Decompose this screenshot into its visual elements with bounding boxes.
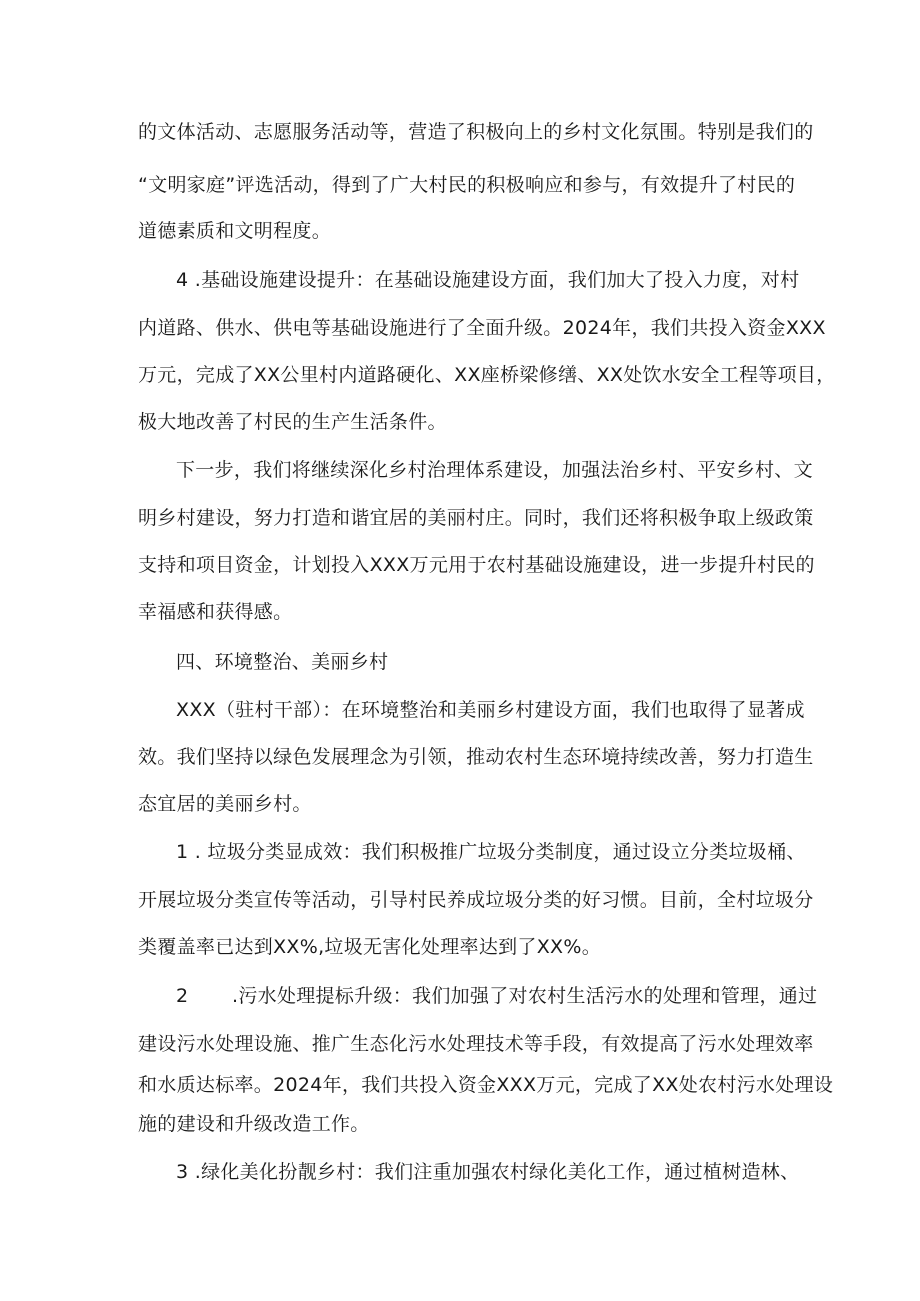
text-line: 的文体活动、志愿服务活动等，营造了积极向上的乡村文化氛围。特别是我们的: [138, 121, 814, 143]
text-line: 效。我们坚持以绿色发展理念为引领，推动农村生态环境持续改善，努力打造生: [138, 746, 814, 768]
paragraph-start: XXX（驻村干部）：在环境整治和美丽乡村建设方面，我们也取得了显著成: [176, 699, 805, 721]
text-line: 万元，完成了XX公里村内道路硬化、XX座桥梁修缮、XX处饮水安全工程等项目，: [138, 364, 836, 386]
text-line: 内道路、供水、供电等基础设施进行了全面升级。2024年，我们共投入资金XXX: [138, 317, 826, 339]
list-item-heading: .污水处理提标升级：我们加强了对农村生活污水的处理和管理，通过: [232, 985, 818, 1007]
list-item-heading: 4 .基础设施建设提升：在基础设施建设方面，我们加大了投入力度，对村: [176, 269, 800, 291]
text-line: 态宜居的美丽乡村。: [138, 793, 312, 815]
text-line: 开展垃圾分类宣传等活动，引导村民养成垃圾分类的好习惯。目前，全村垃圾分: [138, 889, 814, 911]
text-line: 极大地改善了村民的生产生活条件。: [138, 411, 447, 433]
list-item-number: 2: [176, 985, 189, 1007]
text-line: 类覆盖率已达到XX%,垃圾无害化处理率达到了XX%。: [138, 936, 602, 958]
section-heading: 四、环境整治、美丽乡村: [176, 651, 389, 673]
text-line: 明乡村建设，努力打造和谐宜居的美丽村庄。同时，我们还将积极争取上级政策: [138, 507, 814, 529]
text-line: 道德素质和文明程度。: [138, 220, 332, 242]
text-line: 幸福感和获得感。: [138, 601, 293, 623]
text-line: 建设污水处理设施、推广生态化污水处理技术等手段，有效提高了污水处理效率: [138, 1033, 814, 1055]
list-item-heading: 3 .绿化美化扮靓乡村：我们注重加强农村绿化美化工作，通过植树造林、: [176, 1161, 800, 1183]
text-line: 施的建设和升级改造工作。: [138, 1113, 370, 1135]
text-line: “文明家庭”评选活动，得到了广大村民的积极响应和参与，有效提升了村民的: [138, 174, 796, 196]
text-line: 和水质达标率。2024年，我们共投入资金XXX万元，完成了XX处农村污水处理设: [138, 1074, 834, 1096]
text-line: 支持和项目资金，计划投入XXX万元用于农村基础设施建设，进一步提升村民的: [138, 554, 815, 576]
paragraph-start: 下一步，我们将继续深化乡村治理体系建设，加强法治乡村、平安乡村、文: [176, 459, 813, 481]
list-item-heading: 1 . 垃圾分类显成效：我们积极推广垃圾分类制度，通过设立分类垃圾桶、: [176, 841, 806, 863]
